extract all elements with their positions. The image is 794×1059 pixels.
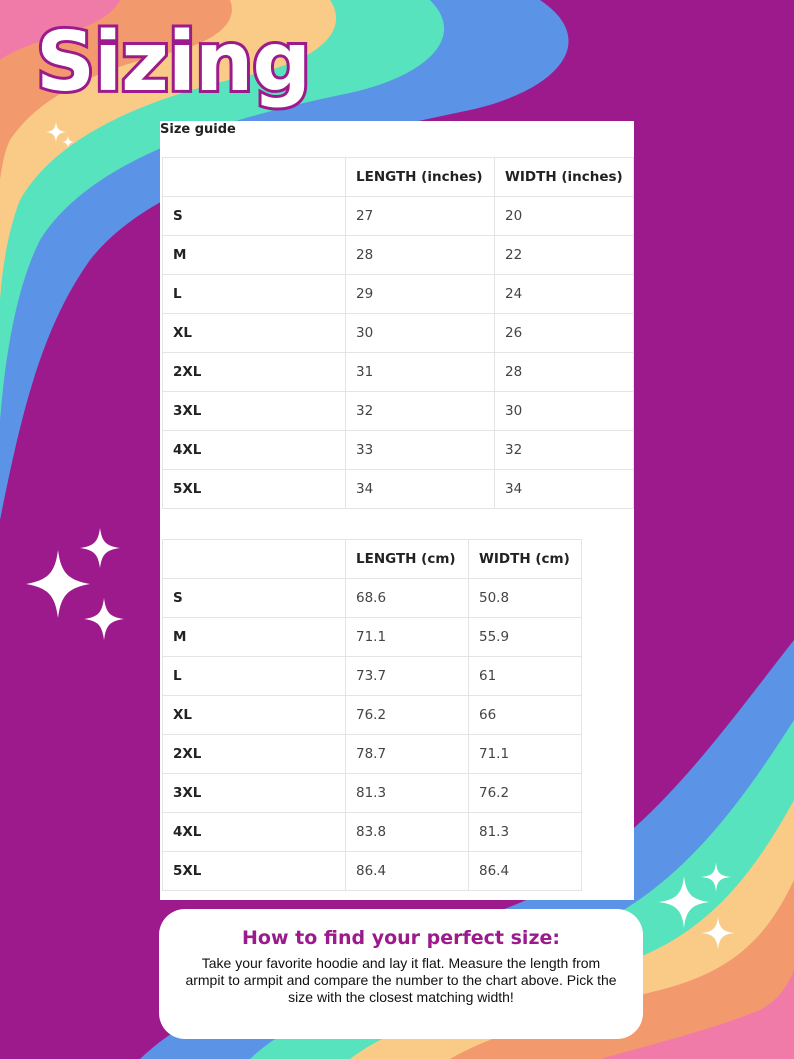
sparkle-icon [46,122,78,156]
width-cell: 34 [495,470,634,509]
length-cell: 78.7 [346,735,469,774]
length-cell: 76.2 [346,696,469,735]
table-row [163,735,582,774]
length-cell: 30 [346,314,495,353]
table-header-row [163,158,634,197]
size-table-cm [162,539,582,891]
size-cell: 2XL [163,735,346,774]
table-header-row [163,540,582,579]
width-cell: 66 [469,696,582,735]
size-cell: XL [163,314,346,353]
size-cell: 3XL [163,774,346,813]
length-cell: 73.7 [346,657,469,696]
size-table-inches [162,157,634,509]
table-row [163,579,582,618]
width-cell: 30 [495,392,634,431]
length-cell: 83.8 [346,813,469,852]
length-cell: 68.6 [346,579,469,618]
length-cell: 34 [346,470,495,509]
size-cell: 5XL [163,470,346,509]
width-cell: 50.8 [469,579,582,618]
size-chart-sheet [160,121,634,900]
size-cell: 4XL [163,813,346,852]
table-row [163,470,634,509]
width-cell: 61 [469,657,582,696]
length-cell: 28 [346,236,495,275]
length-cell: 31 [346,353,495,392]
size-cell: L [163,657,346,696]
width-cell: 24 [495,275,634,314]
table-row [163,353,634,392]
size-cell: S [163,197,346,236]
table-header-cell: LENGTH (cm) [346,540,469,579]
table-row [163,618,582,657]
length-cell: 86.4 [346,852,469,891]
page-title: Sizing [36,15,311,110]
length-cell: 71.1 [346,618,469,657]
table-header-cell: WIDTH (inches) [495,158,634,197]
how-to-measure-box [159,909,643,1039]
width-cell: 20 [495,197,634,236]
width-cell: 55.9 [469,618,582,657]
width-cell: 71.1 [469,735,582,774]
size-cell: 5XL [163,852,346,891]
table-header-cell: WIDTH (cm) [469,540,582,579]
table-row [163,392,634,431]
width-cell: 86.4 [469,852,582,891]
table-row [163,431,634,470]
table-row [163,197,634,236]
table-header-cell [163,158,346,197]
size-cell: M [163,618,346,657]
table-row [163,236,634,275]
length-cell: 81.3 [346,774,469,813]
sparkle-icon [26,528,128,652]
table-header-cell: LENGTH (inches) [346,158,495,197]
size-cell: S [163,579,346,618]
table-row [163,696,582,735]
table-row [163,657,582,696]
width-cell: 22 [495,236,634,275]
size-cell: XL [163,696,346,735]
table-row [163,813,582,852]
width-cell: 28 [495,353,634,392]
size-cell: 2XL [163,353,346,392]
size-guide-label: Size guide [160,122,236,137]
size-cell: 4XL [163,431,346,470]
table-row [163,314,634,353]
width-cell: 81.3 [469,813,582,852]
length-cell: 29 [346,275,495,314]
length-cell: 32 [346,392,495,431]
size-cell: 3XL [163,392,346,431]
table-header-cell [163,540,346,579]
size-cell: M [163,236,346,275]
table-row [163,275,634,314]
size-cell: L [163,275,346,314]
how-to-body: Take your favorite hoodie and lay it flat. Measure the length from armpit to armpit and compare the number to the chart above. Pick the size with the closest matching width! [185,955,617,1005]
table-row [163,774,582,813]
length-cell: 33 [346,431,495,470]
sparkle-icon [658,862,738,958]
how-to-heading: How to find your perfect size: [242,927,560,949]
width-cell: 26 [495,314,634,353]
width-cell: 32 [495,431,634,470]
length-cell: 27 [346,197,495,236]
table-row [163,852,582,891]
width-cell: 76.2 [469,774,582,813]
